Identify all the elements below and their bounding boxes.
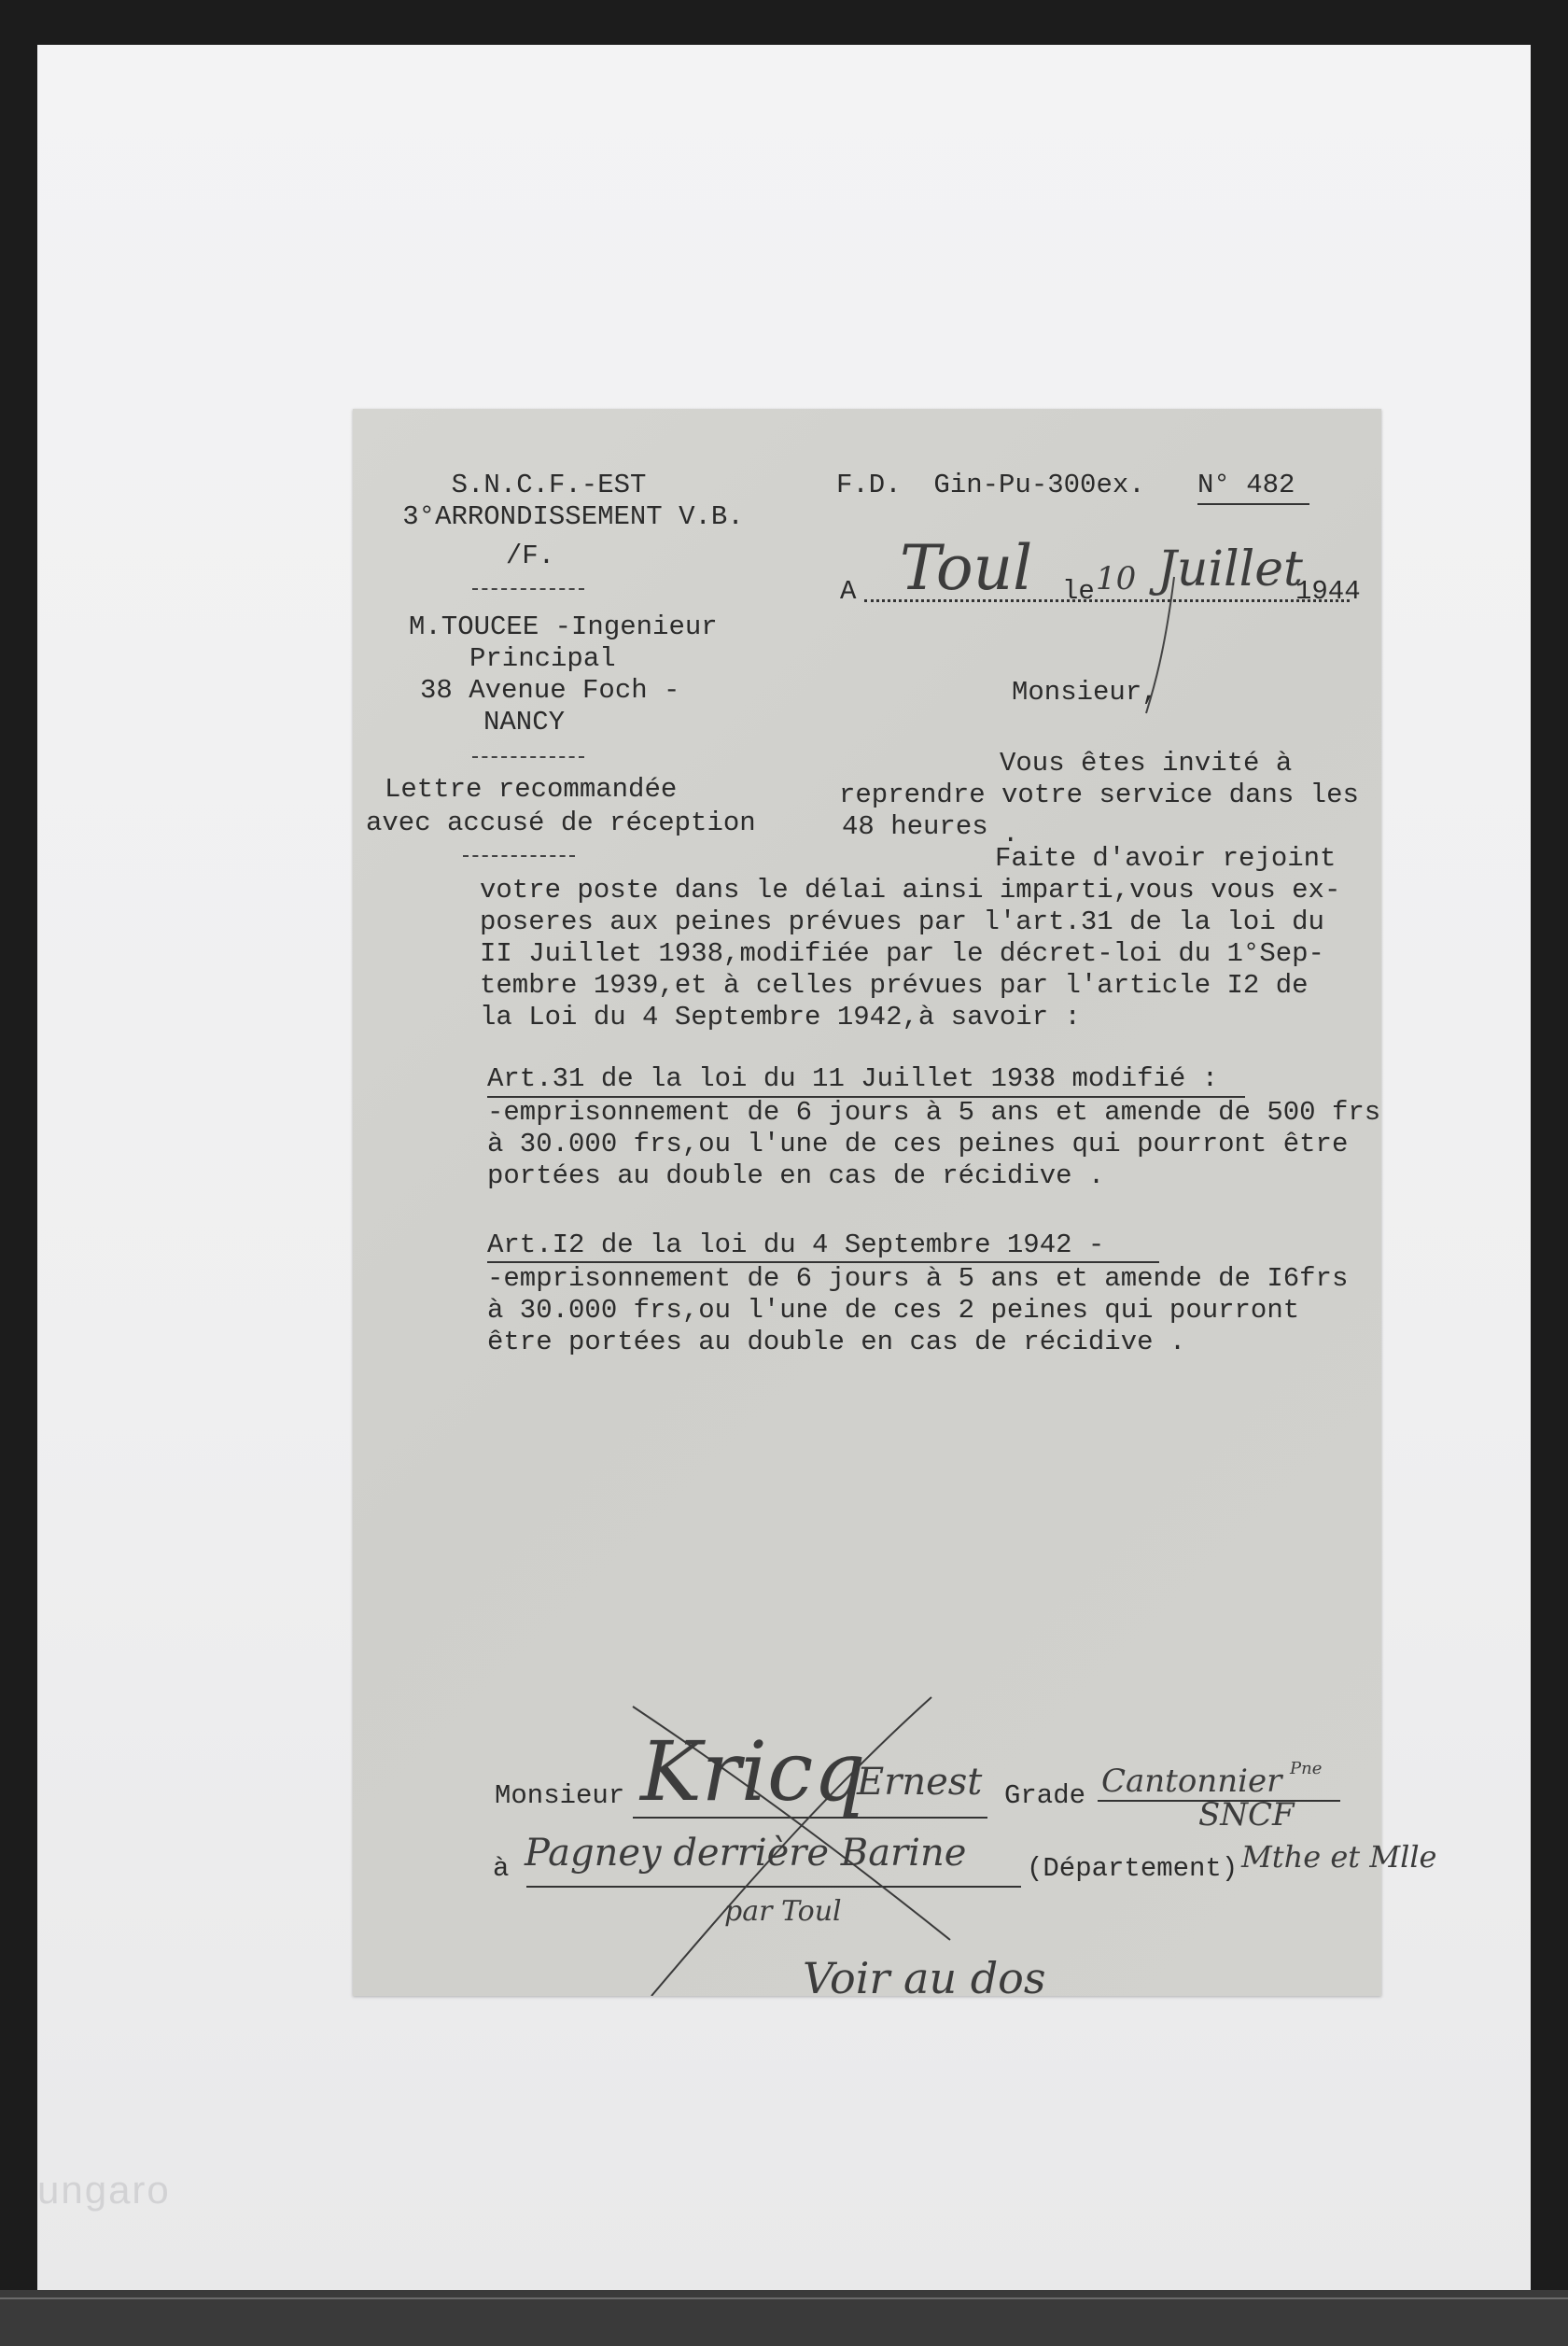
watermark: ungaro (37, 2168, 171, 2212)
article-31-title: Art.31 de la loi du 11 Juillet 1938 modifié : (487, 1063, 1219, 1094)
cancellation-cross (353, 409, 1381, 1996)
place-prefix: A (840, 576, 857, 607)
article-31-line: à 30.000 frs,ou l'une de ces peines qui pourront être (487, 1129, 1349, 1159)
sender-title: Principal (469, 643, 616, 674)
article-12-line: à 30.000 frs,ou l'une de ces 2 peines qui pourront (487, 1295, 1300, 1326)
body-line: votre poste dans le délai ainsi imparti,vous vous ex- (480, 875, 1341, 906)
body-line: tembre 1939,et à celles prévues par l'article I2 de (480, 970, 1309, 1001)
departement-label: (Département) (1027, 1853, 1239, 1884)
salutation: Monsieur, (1012, 677, 1158, 708)
body-line: . (1002, 819, 1019, 850)
delivery-mode-detail: avec accusé de réception (366, 808, 756, 838)
letter-sheet (353, 409, 1437, 2003)
body-line: la Loi du 4 Septembre 1942,à savoir : (480, 1002, 1081, 1033)
town-label: à (493, 1853, 510, 1884)
sender-street: 38 Avenue Foch - (420, 675, 680, 706)
body-line: Vous êtes invité à (1000, 748, 1293, 779)
delivery-mode: Lettre recommandée (385, 774, 678, 805)
grade-label: Grade (1004, 1780, 1086, 1811)
article-31-line: portées au double en cas de récidive . (487, 1160, 1105, 1191)
recipient-via: par Toul (724, 1895, 842, 1928)
grade-suffix: Pne (1290, 1759, 1323, 1778)
body-line: poseres aux peines prévues par l'art.31 de la loi du (480, 906, 1324, 937)
sender-org: S.N.C.F.-EST (451, 470, 647, 500)
recipient-label: Monsieur (495, 1780, 625, 1811)
body-line: 48 heures (842, 811, 988, 842)
date-day: 10 (1096, 560, 1137, 597)
recipient-town: Pagney derrière Barine (525, 1832, 967, 1875)
sender-ref: /F. (505, 541, 555, 571)
sender-city: NANCY (483, 707, 566, 738)
sender-arrondissement: 3°ARRONDISSEMENT V.B. (402, 501, 744, 532)
body-line: reprendre votre service dans les (839, 780, 1359, 810)
document-reference: F.D. Gin-Pu-300ex. (836, 470, 1145, 500)
grade-value: Cantonnier (1101, 1763, 1282, 1800)
recipient-company: SNCF (1198, 1796, 1295, 1833)
body-line: II Juillet 1938,modifiée par le décret-loi du 1°Sep- (480, 938, 1324, 969)
article-12-line: être portées au double en cas de récidive . (487, 1327, 1186, 1357)
departement-value: Mthe et Mlle (1241, 1839, 1437, 1875)
album-page-bottom-edge (0, 2290, 1568, 2346)
back-note: Voir au dos (803, 1953, 1046, 2003)
recipient-firstname: Ernest (857, 1761, 983, 1804)
date-month: Juillet (1157, 541, 1303, 597)
body-line: Faite d'avoir rejoint (995, 843, 1337, 874)
sender-name: M.TOUCEE -Ingenieur (409, 611, 718, 642)
document-number: N° 482 (1197, 470, 1295, 500)
place-handwritten: Toul (900, 532, 1033, 604)
article-12-line: -emprisonnement de 6 jours à 5 ans et amende de I6frs (487, 1263, 1349, 1294)
date-year: 1944 (1295, 576, 1361, 607)
date-prefix: le (1062, 576, 1095, 607)
recipient-surname: Kricq (640, 1723, 866, 1819)
article-31-line: -emprisonnement de 6 jours à 5 ans et amende de 500 frs (487, 1097, 1381, 1128)
article-12-title: Art.I2 de la loi du 4 Septembre 1942 - (487, 1229, 1105, 1260)
